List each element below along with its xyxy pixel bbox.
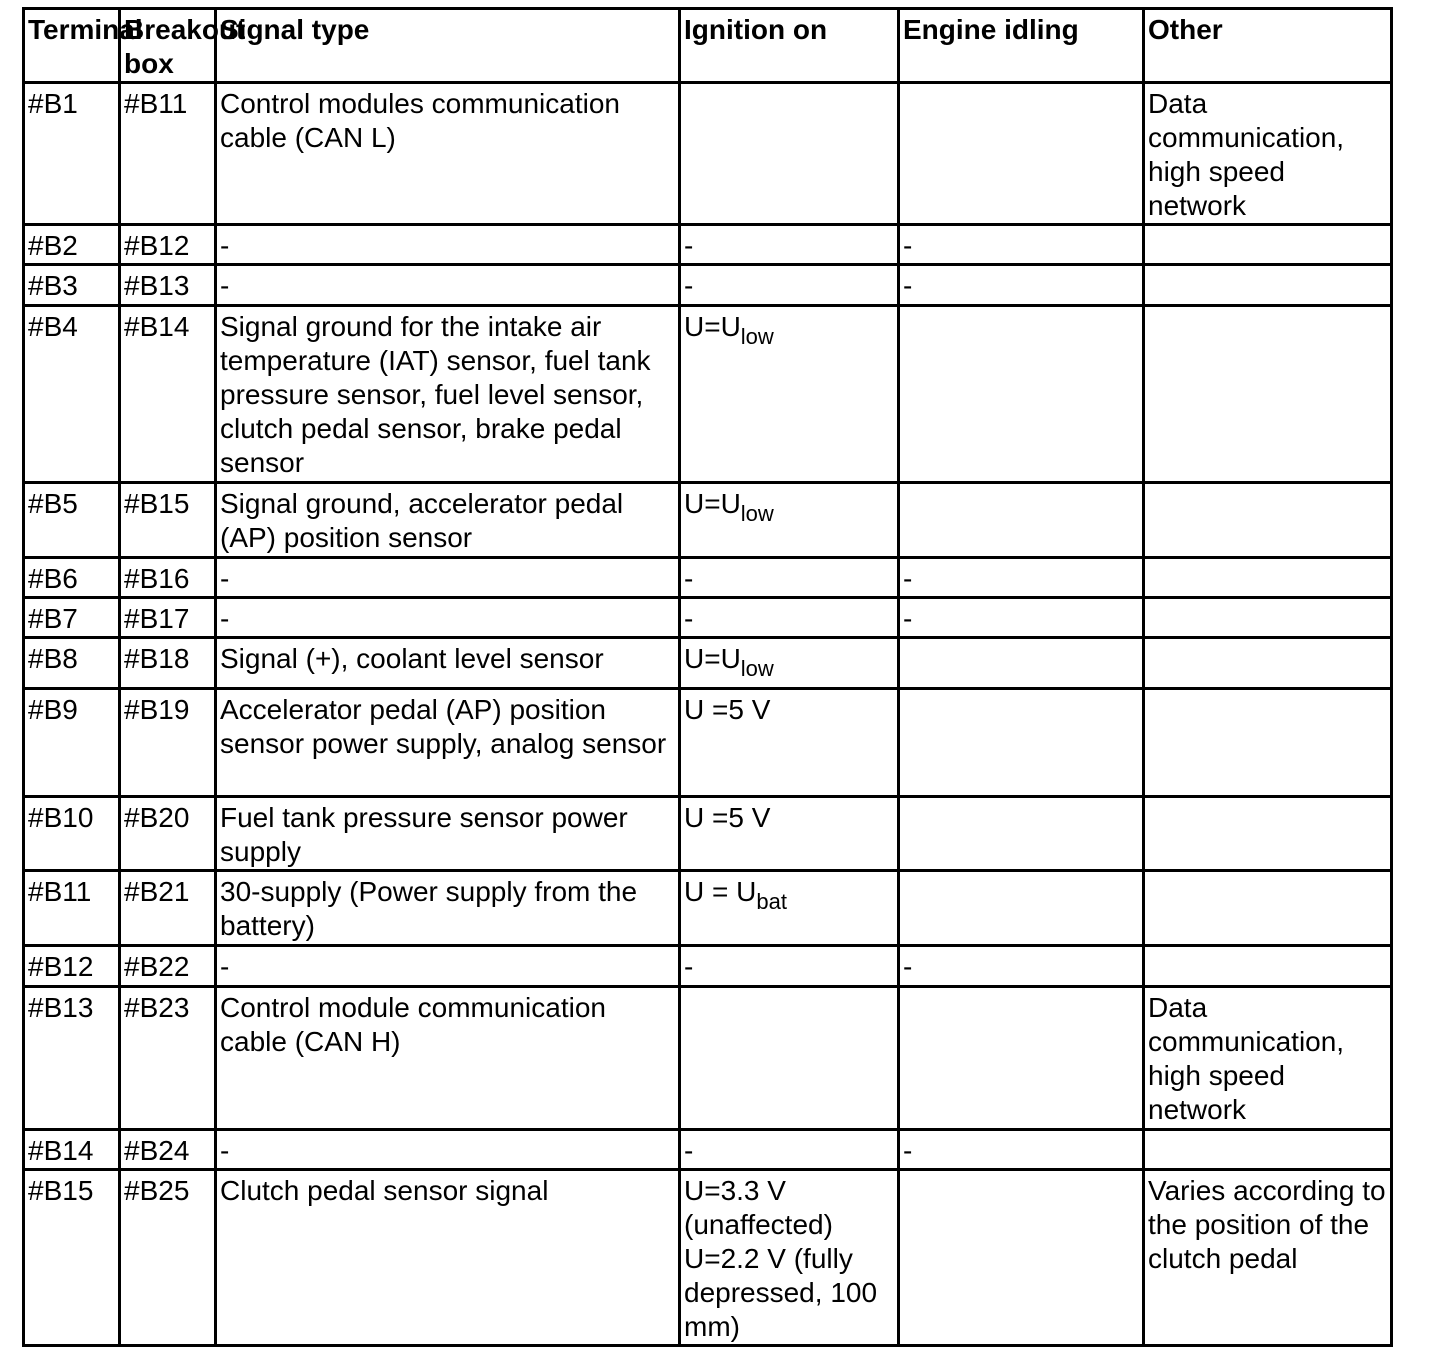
ignition-on-cell-text: U =5 V (684, 694, 771, 725)
breakout-box-cell-text: #B24 (124, 1135, 190, 1166)
table-row (24, 797, 1392, 871)
signal-type-cell-text: Control modules communication cable (CAN L) (220, 88, 620, 153)
header-row (24, 9, 1392, 83)
engine-idling-cell-text: - (903, 1135, 913, 1166)
table-row (24, 987, 1392, 1130)
table-row (24, 83, 1392, 225)
ignition-on-cell (680, 987, 899, 1130)
other-cell (1144, 83, 1392, 225)
ignition-subscript: bat (756, 889, 787, 914)
ignition-on-cell (680, 598, 899, 638)
terminal-cell-text: #B1 (28, 88, 78, 119)
terminal-cell (24, 306, 120, 483)
other-cell (1144, 225, 1392, 265)
ignition-on-cell-text: - (684, 951, 694, 982)
signal-type-cell-text: - (220, 603, 230, 634)
signal-type-cell-text: Accelerator pedal (AP) position sensor power supply, analog sensor (220, 694, 667, 759)
breakout-box-cell-text: #B25 (124, 1175, 190, 1206)
signal-type-cell (216, 987, 680, 1130)
breakout-box-cell-text: #B12 (124, 230, 190, 261)
breakout-box-cell (120, 797, 216, 871)
breakout-box-cell (120, 483, 216, 558)
breakout-box-cell-text: #B15 (124, 488, 190, 519)
signal-type-cell-text: Signal ground for the intake air temperature (IAT) sensor, fuel tank pressure sensor, fuel level sensor, clutch pedal sensor, brake pedal sensor (220, 311, 651, 478)
terminal-cell (24, 598, 120, 638)
ignition-on-cell (680, 83, 899, 225)
ignition-on-cell-text: - (684, 230, 694, 261)
breakout-box-cell-text: #B21 (124, 876, 190, 907)
terminal-cell-text: #B10 (28, 802, 94, 833)
breakout-box-cell (120, 689, 216, 797)
other-cell (1144, 638, 1392, 689)
engine-idling-cell-text: - (903, 951, 913, 982)
terminal-cell (24, 1170, 120, 1346)
ignition-on-cell-text: U =5 V (684, 802, 771, 833)
ignition-on-cell-text: U=U (684, 643, 741, 674)
breakout-box-cell-text: #B14 (124, 311, 190, 342)
breakout-box-cell (120, 946, 216, 987)
terminal-cell (24, 638, 120, 689)
other-cell (1144, 598, 1392, 638)
signal-type-cell-text: Signal ground, accelerator pedal (AP) position sensor (220, 488, 624, 553)
breakout-box-cell-text: #B20 (124, 802, 190, 833)
terminal-cell (24, 871, 120, 946)
other-cell (1144, 797, 1392, 871)
terminal-cell (24, 987, 120, 1130)
terminal-cell-text: #B11 (28, 876, 92, 907)
table-row (24, 1130, 1392, 1170)
breakout-box-cell (120, 871, 216, 946)
signal-type-cell-text: - (220, 270, 230, 301)
ignition-on-cell (680, 689, 899, 797)
other-cell (1144, 483, 1392, 558)
breakout-box-cell-text: #B19 (124, 694, 190, 725)
breakout-box-cell (120, 638, 216, 689)
other-cell (1144, 1170, 1392, 1346)
signal-type-cell (216, 638, 680, 689)
signal-type-cell-text: - (220, 563, 230, 594)
ignition-on-cell-text: - (684, 603, 694, 634)
signal-type-cell-text: Control module communication cable (CAN H) (220, 992, 606, 1057)
terminal-cell-text: #B5 (28, 488, 78, 519)
terminal-cell-text: #B13 (28, 992, 94, 1023)
terminal-cell-text: #B15 (28, 1175, 94, 1206)
signal-type-cell-text: - (220, 1135, 230, 1166)
signal-type-cell (216, 558, 680, 598)
ignition-on-cell-text: - (684, 270, 694, 301)
table-row (24, 483, 1392, 558)
engine-idling-cell-text: - (903, 230, 913, 261)
table-row (24, 946, 1392, 987)
other-cell (1144, 558, 1392, 598)
ignition-on-cell-text: U = U (684, 876, 757, 907)
ignition-on-cell (680, 946, 899, 987)
ignition-on-cell-text: U=U (684, 488, 741, 519)
terminal-cell (24, 225, 120, 265)
breakout-box-cell-text: #B18 (124, 643, 190, 674)
terminal-cell (24, 797, 120, 871)
signal-type-cell (216, 946, 680, 987)
signal-type-cell-text: - (220, 230, 230, 261)
engine-idling-cell (899, 598, 1144, 638)
signal-type-cell (216, 1170, 680, 1346)
engine-idling-cell-text: - (903, 270, 913, 301)
engine-idling-cell (899, 946, 1144, 987)
terminal-signal-table (22, 7, 1393, 1347)
other-cell-text: Data communication, high speed network (1148, 88, 1345, 221)
signal-type-cell-text: Clutch pedal sensor signal (220, 1175, 549, 1206)
table-row (24, 689, 1392, 797)
ignition-on-cell (680, 797, 899, 871)
signal-type-cell (216, 797, 680, 871)
other-cell (1144, 689, 1392, 797)
signal-type-cell (216, 265, 680, 306)
terminal-cell-text: #B4 (28, 311, 78, 342)
ignition-on-cell-text: U=3.3 V (unaffected) U=2.2 V (fully depressed, 100 mm) (684, 1175, 878, 1342)
signal-type-cell-text: Fuel tank pressure sensor power supply (220, 802, 628, 867)
ignition-on-cell (680, 1130, 899, 1170)
signal-type-cell-text: - (220, 951, 230, 982)
ignition-on-cell-text: - (684, 1135, 694, 1166)
ignition-subscript: low (740, 656, 774, 681)
table-row (24, 598, 1392, 638)
other-cell (1144, 871, 1392, 946)
terminal-cell-text: #B14 (28, 1135, 94, 1166)
signal-type-cell (216, 83, 680, 225)
signal-type-cell-text: Signal (+), coolant level sensor (220, 643, 604, 674)
header-signal-type: Signal type (216, 9, 680, 83)
engine-idling-cell (899, 83, 1144, 225)
ignition-on-cell (680, 558, 899, 598)
engine-idling-cell (899, 225, 1144, 265)
ignition-on-cell-text: U=U (684, 311, 741, 342)
table-row (24, 558, 1392, 598)
other-cell (1144, 987, 1392, 1130)
terminal-cell (24, 689, 120, 797)
other-cell (1144, 1130, 1392, 1170)
engine-idling-cell (899, 1170, 1144, 1346)
table-row (24, 871, 1392, 946)
table-row (24, 306, 1392, 483)
terminal-cell (24, 1130, 120, 1170)
table-body (24, 83, 1392, 1346)
breakout-box-cell (120, 1130, 216, 1170)
breakout-box-cell (120, 598, 216, 638)
breakout-box-cell (120, 558, 216, 598)
signal-type-cell (216, 689, 680, 797)
terminal-cell (24, 946, 120, 987)
breakout-box-cell (120, 306, 216, 483)
ignition-on-cell (680, 871, 899, 946)
engine-idling-cell-text: - (903, 563, 913, 594)
breakout-box-cell-text: #B13 (124, 270, 190, 301)
engine-idling-cell (899, 638, 1144, 689)
ignition-on-cell-text: - (684, 563, 694, 594)
table-row (24, 225, 1392, 265)
ignition-subscript: low (740, 324, 774, 349)
terminal-cell (24, 483, 120, 558)
other-cell (1144, 265, 1392, 306)
signal-type-cell (216, 598, 680, 638)
table-row (24, 638, 1392, 689)
ignition-on-cell (680, 638, 899, 689)
engine-idling-cell (899, 797, 1144, 871)
other-cell-text: Data communication, high speed network (1148, 992, 1345, 1125)
ignition-on-cell (680, 265, 899, 306)
table-row (24, 1170, 1392, 1346)
engine-idling-cell (899, 987, 1144, 1130)
terminal-cell (24, 558, 120, 598)
signal-type-cell (216, 225, 680, 265)
terminal-cell-text: #B12 (28, 951, 94, 982)
breakout-box-cell (120, 265, 216, 306)
breakout-box-cell-text: #B22 (124, 951, 190, 982)
ignition-on-cell (680, 306, 899, 483)
signal-type-cell (216, 306, 680, 483)
header-other: Other (1144, 9, 1392, 83)
breakout-box-cell-text: #B11 (124, 88, 188, 119)
ignition-subscript: low (740, 501, 774, 526)
engine-idling-cell (899, 871, 1144, 946)
breakout-box-cell-text: #B23 (124, 992, 190, 1023)
terminal-cell (24, 265, 120, 306)
terminal-cell (24, 83, 120, 225)
breakout-box-cell-text: #B16 (124, 563, 190, 594)
engine-idling-cell-text: - (903, 603, 913, 634)
header-ignition-on: Ignition on (680, 9, 899, 83)
breakout-box-cell (120, 83, 216, 225)
signal-type-cell-text: 30-supply (Power supply from the battery) (220, 876, 638, 941)
signal-type-cell (216, 871, 680, 946)
table-row (24, 265, 1392, 306)
terminal-cell-text: #B7 (28, 603, 78, 634)
signal-type-cell (216, 483, 680, 558)
engine-idling-cell (899, 265, 1144, 306)
header-breakout-box: Breakout box (120, 9, 216, 83)
engine-idling-cell (899, 483, 1144, 558)
other-cell (1144, 946, 1392, 987)
header-terminal: Terminal (24, 9, 120, 83)
breakout-box-cell (120, 225, 216, 265)
header-engine-idling: Engine idling (899, 9, 1144, 83)
terminal-cell-text: #B2 (28, 230, 78, 261)
terminal-cell-text: #B3 (28, 270, 78, 301)
other-cell-text: Varies according to the position of the clutch pedal (1148, 1175, 1386, 1274)
breakout-box-cell (120, 987, 216, 1130)
ignition-on-cell (680, 483, 899, 558)
signal-type-cell (216, 1130, 680, 1170)
breakout-box-cell-text: #B17 (124, 603, 190, 634)
ignition-on-cell (680, 1170, 899, 1346)
engine-idling-cell (899, 1130, 1144, 1170)
breakout-box-cell (120, 1170, 216, 1346)
ignition-on-cell (680, 225, 899, 265)
terminal-cell-text: #B9 (28, 694, 78, 725)
terminal-cell-text: #B6 (28, 563, 78, 594)
terminal-cell-text: #B8 (28, 643, 78, 674)
engine-idling-cell (899, 558, 1144, 598)
engine-idling-cell (899, 306, 1144, 483)
engine-idling-cell (899, 689, 1144, 797)
other-cell (1144, 306, 1392, 483)
